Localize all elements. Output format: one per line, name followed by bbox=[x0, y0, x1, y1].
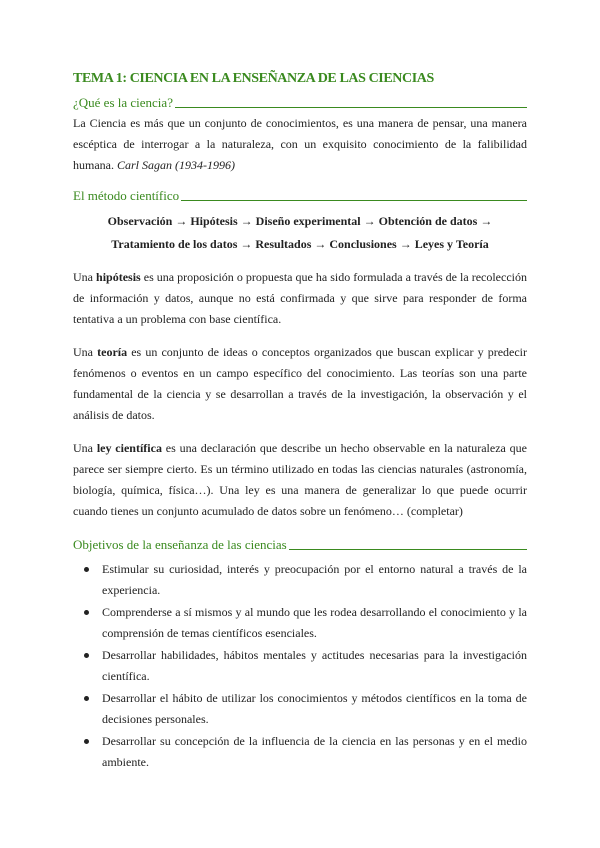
ley-term: ley científica bbox=[96, 441, 162, 455]
heading-rule bbox=[175, 107, 527, 108]
list-item-text: Desarrollar el hábito de utilizar los conocimientos y métodos científicos en la toma de decisiones personales. bbox=[102, 691, 527, 726]
section-heading-text: El método científico bbox=[73, 188, 180, 203]
list-item-text: Estimular su curiosidad, interés y preocupación por el entorno natural a través de la experiencia. bbox=[102, 562, 527, 597]
lead-text: Una bbox=[73, 345, 98, 359]
section-heading-objetivos bbox=[73, 536, 527, 553]
teoria-term: teoría bbox=[97, 345, 128, 359]
list-item-text: Desarrollar habilidades, hábitos mentales y actitudes necesarias para la investigación científica. bbox=[102, 648, 527, 683]
heading-rule bbox=[289, 549, 527, 550]
list-item bbox=[73, 602, 527, 644]
section-heading-text: ¿Qué es la ciencia? bbox=[73, 95, 173, 110]
lead-text: Una bbox=[73, 270, 97, 284]
hipotesis-paragraph bbox=[73, 267, 527, 330]
section-heading-metodo bbox=[73, 187, 527, 204]
list-item-text: Comprenderse a sí mismos y al mundo que les rodea desarrollando el conocimiento y la comprensión de temas científicos esenciales. bbox=[102, 605, 527, 640]
teoria-text: es un conjunto de ideas o conceptos organizados que buscan explicar y predecir fenómenos o eventos en un campo específico del conocimiento. Las teorías son una parte fundamental de la ciencia y se desarrollan a través de la investigación, la observación y el análisis de datos. bbox=[73, 345, 528, 422]
method-steps bbox=[73, 210, 527, 256]
hipotesis-term: hipótesis bbox=[96, 270, 141, 284]
teoria-paragraph bbox=[73, 342, 527, 426]
list-item bbox=[73, 688, 527, 730]
method-steps-line-1: Observación → Hipótesis → Diseño experimental → Obtención de datos → bbox=[107, 214, 493, 228]
bullet-icon bbox=[84, 696, 89, 701]
lead-text: Una bbox=[73, 441, 97, 455]
quote-author: Carl Sagan (1934-1996) bbox=[117, 158, 235, 172]
list-item bbox=[73, 645, 527, 687]
ciencia-definition bbox=[73, 113, 527, 176]
bullet-icon bbox=[84, 653, 89, 658]
page-content bbox=[73, 70, 527, 774]
section-heading-text: Objetivos de la enseñanza de las ciencias bbox=[73, 537, 287, 552]
heading-rule bbox=[181, 200, 527, 201]
objectives-list bbox=[73, 559, 527, 773]
list-item-text: Desarrollar su concepción de la influencia de la ciencia en las personas y en el medio ambiente. bbox=[102, 734, 527, 769]
bullet-icon bbox=[84, 567, 89, 572]
ciencia-paragraph: La Ciencia es más que un conjunto de conocimientos, es una manera de pensar, una manera escéptica de interrogar a la naturaleza, con un exquisito conocimiento de la falibilidad humana. bbox=[73, 116, 527, 172]
section-heading-que-es bbox=[73, 94, 527, 111]
ley-paragraph bbox=[73, 438, 527, 522]
hipotesis-text: es una proposición o propuesta que ha sido formulada a través de la recolección de información y datos, aunque no está confirmada y que sirve para responder de forma tentativa a un problema con base científica. bbox=[73, 270, 527, 326]
ley-text: es una declaración que describe un hecho observable en la naturaleza que parece ser siempre cierto. Es un término utilizado en todas las ciencias naturales (astronomía, biología, química, física…). Una ley es una manera de generalizar lo que puede ocurrir cuando tienes un conjunto acumulado de datos sobre un fenómeno… (completar) bbox=[73, 441, 527, 518]
bullet-icon bbox=[84, 739, 89, 744]
list-item bbox=[73, 731, 527, 773]
document-title: TEMA 1: CIENCIA EN LA ENSEÑANZA DE LAS CIENCIAS bbox=[73, 71, 434, 86]
method-steps-line-2: Tratamiento de los datos → Resultados → Conclusiones → Leyes y Teoría bbox=[111, 237, 489, 251]
list-item bbox=[73, 559, 527, 601]
bullet-icon bbox=[84, 610, 89, 615]
